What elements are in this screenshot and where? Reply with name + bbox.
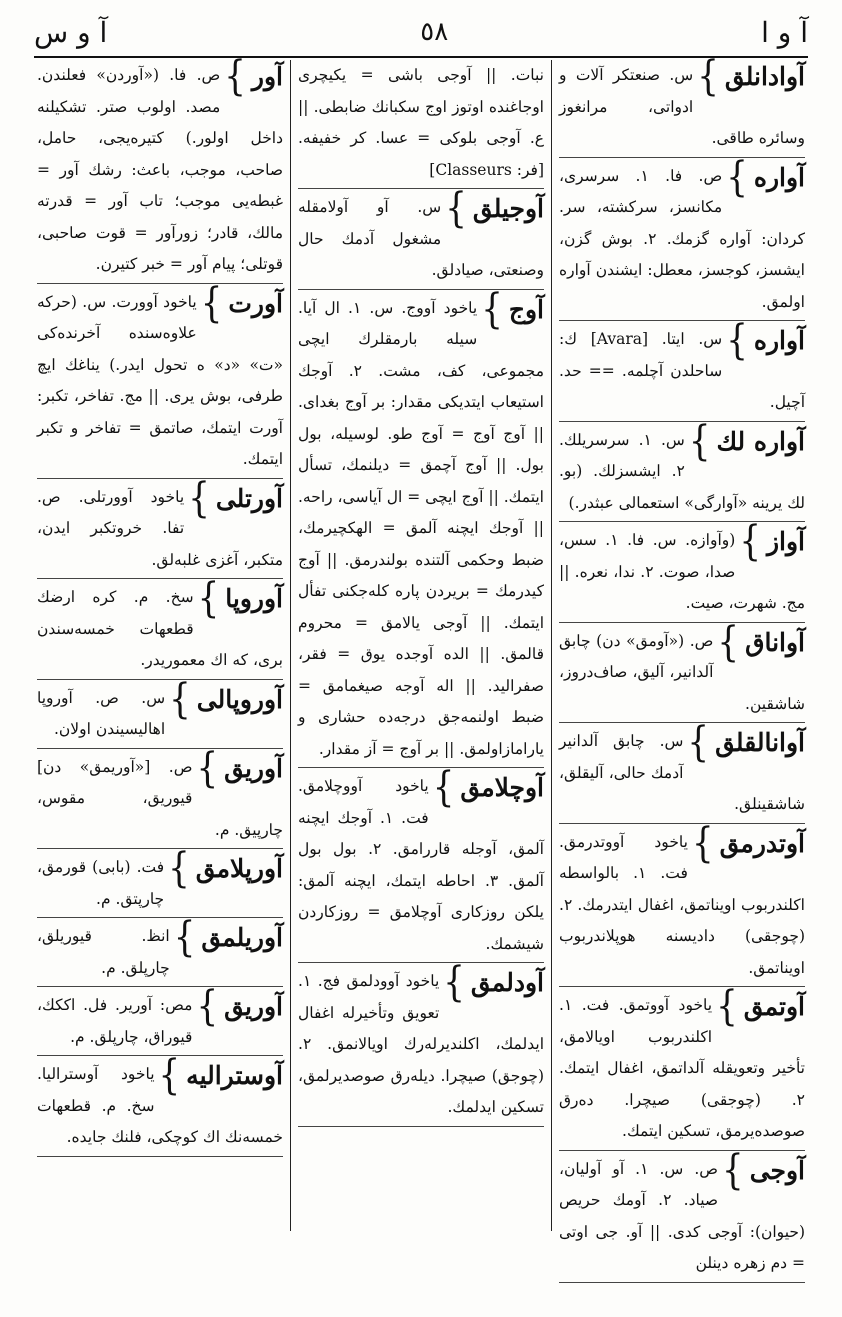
entry-definition: س. ۱. سرسريلك. ۲. ايشسزلك. (بو. لك يرينه «آوارگی» استعمالی عبثدر.): [559, 430, 805, 512]
entry-definition: فت. (بابی) قورمق، چارپتق. م.: [37, 858, 165, 908]
entry-headword: آوانالقلق: [715, 728, 805, 757]
dictionary-entry: [559, 518, 805, 620]
entry-definition: ص. فا. ۱. سرسری، مكانسز، سركشته، سر. كردان: آواره گزمك. ۲. بوش گزن، ايشسز، كوجسز، معطل: ايشندن آواره اولمق.: [559, 166, 805, 311]
entry-headword: آوريق: [224, 753, 283, 783]
page-number: ٥٨: [420, 17, 449, 47]
dictionary-entry: [37, 845, 283, 915]
dictionary-entry: [37, 575, 283, 677]
dictionary-entry: [298, 285, 544, 766]
entry-headword: آوتمق: [743, 992, 805, 1021]
entry-separator: [559, 157, 805, 158]
entry-headword: آوستراليه: [186, 1061, 283, 1090]
dictionary-entry: [559, 719, 805, 821]
dictionary-entry: [298, 959, 544, 1124]
dictionary-entry: [559, 153, 805, 319]
brace-mark: }: [697, 53, 719, 101]
entry-separator: [298, 962, 544, 963]
entry-separator: [559, 622, 805, 623]
entry-definition: س. آو آولامقله مشغول آدمك حال وصنعتی، صيادلق.: [298, 198, 544, 279]
dictionary-entry: [37, 474, 283, 577]
brace-mark: }: [691, 819, 714, 868]
entry-headword: آوج: [508, 294, 544, 324]
entry-separator: [37, 283, 283, 284]
entry-definition: س. چابق آلدانير آدمك حالی، آليقلق، شاشقينلق.: [559, 732, 805, 813]
entry-definition: انظ. قيوريلق، چارپلق. م.: [37, 927, 170, 977]
brace-mark: }: [224, 53, 246, 101]
entry-separator: [37, 917, 283, 918]
entry-separator: [559, 1282, 805, 1283]
entry-definition: س. ايتا. [Avara] ك: ساحلدن آچلمه. == حد. آچيل.: [559, 330, 805, 411]
brace-mark: }: [739, 518, 761, 566]
entry-definition: مص: آورير. فل. اككك، قيوراق، چارپلق. م.: [37, 996, 193, 1046]
dictionary-entry: [37, 744, 283, 847]
entry-definition: س. صنعتكر آلات و ادواتی، مرانغوز وسائره طاقی.: [559, 66, 805, 147]
entry-definition: (وآوازه. س. فا. ۱. سس، صدا، صوت. ۲. ندا، نعره. || مج. شهرت، صيت.: [559, 531, 805, 612]
brace-mark: }: [688, 417, 711, 466]
header-right-word: آ و ا: [761, 15, 808, 49]
dictionary-entry: [559, 819, 805, 985]
entry-definition: ياخود آووج. س. ۱. ال آيا. سيله بارمقلرك ايچی مجموعی، كف، مشت. ۲. آوجك استيعاب ايتديكی مقدار: بر آوج بغدای. || آوج آوج = آوج طو. لوسيله، بول بول. || آوج آچمق = ديلنمك، تسأل ايتمك. || آوج ايچی = ال آياسی، راحه. || آوجك ايچنه آلمق = الهكچيرمك، ضبط وحكمی آلتنده بولندرمق. || آوج كيدرمك = بريردن پاره كله‌جكنی تفأل ايتمك. || آوجی يالامق = محروم قالمق. || الده آوجده يوق = فقر، صفراليد. || اله آوجه صيغمامق = ضبط اولنمه‌جق درجه‌ده حشاری و يارامازاولمق. || بر آوج = آز مقدار.: [298, 298, 544, 758]
entry-separator: [37, 679, 283, 680]
entry-definition: س. ص. آوروپا اهالیسيندن اولان.: [37, 688, 166, 738]
brace-mark: }: [188, 474, 210, 523]
entry-separator: [559, 521, 805, 522]
entry-separator: [559, 421, 805, 422]
entry-definition: ياخود آوورت. س. (حركه علاوه‌سنده آخرنده‌كی «ت» «د» ه تحول ايدر.) يناغك ايچ طرفی، بوش يری. || مج. تفاخر، تكبر: آورت ايتمك، صاتمق = تفاخر و تكبر ايتمك.: [37, 292, 283, 468]
dictionary-columns: [30, 53, 812, 1272]
entry-headword: آواره لك: [716, 426, 805, 456]
brace-mark: }: [445, 185, 467, 233]
entry-separator: [559, 722, 805, 723]
entry-separator: [559, 320, 805, 321]
entry-separator: [37, 748, 283, 749]
entry-separator: [37, 848, 283, 849]
entry-headword: آوادانلق: [724, 62, 805, 91]
dictionary-entry: [37, 675, 283, 746]
entry-definition: ياخود آووچلامق. فت. ۱. آوجك ايچنه آلمق، آوجله قاررامق. ۲. بول بول آلمق. ۳. احاطه ايتمك، ايچنه آلمق: يلكن روزكاری آوچلامق = روزكاردن شيشمك.: [298, 777, 544, 953]
entry-separator: [298, 188, 544, 189]
entry-headword: آوجيلق: [472, 194, 544, 223]
brace-mark: }: [432, 764, 455, 812]
entry-definition: ص. [«آوريمق» دن] قيوريق، مقوس، چارپيق. م.: [37, 757, 283, 839]
brace-mark: }: [200, 279, 223, 328]
dictionary-entry: [37, 1052, 283, 1154]
brace-mark: }: [722, 1146, 744, 1195]
entry-definition: ص. س. ۱. آو آولیان، صياد. ۲. آومك حريص (حيوان): آوجی كدی. || آو. جی اوتی = دم زهره دينلن: [559, 1159, 805, 1272]
brace-mark: }: [717, 618, 740, 667]
dictionary-entry: [298, 185, 544, 287]
page-header: [34, 12, 808, 52]
brace-mark: }: [481, 285, 503, 334]
brace-mark: }: [687, 719, 710, 767]
brace-mark: }: [196, 744, 219, 793]
entry-headword: آوروپالی: [196, 684, 283, 714]
entry-definition: ياخود آووتدرمق. فت. ۱. بالواسطه اكلندربوب اويناتمق، اغفال ايتدرمك. ۲. (چوجقی) داديسنه هوپلاندربوب اويناتمق.: [559, 832, 805, 977]
entry-headword: آواناق: [745, 627, 805, 657]
dictionary-entry: [559, 983, 805, 1148]
brace-mark: }: [726, 317, 748, 365]
dictionary-entry: [559, 1146, 805, 1280]
entry-definition: سخ. م. كره ارضك قطعهات خمسه‌سندن بری، كه اك معموريدر.: [37, 588, 283, 669]
dictionary-entry: [37, 914, 283, 984]
dictionary-entry: [37, 279, 283, 476]
brace-mark: }: [173, 914, 196, 962]
dictionary-entry: [559, 53, 805, 155]
entry-separator: [298, 1126, 544, 1127]
entry-headword: آوريلمق: [201, 923, 283, 952]
dictionary-entry: [559, 417, 805, 520]
entry-headword: آواره: [753, 162, 805, 192]
entry-definition: ص. فا. («آوردن» فعلندن. مصد. اولوب صتر. تشكيلنه داخل اولور.) كتيرەيجی، حامل، صاحب، موجب، باعث: رشك آور = غبطه‌يی موجب؛ تاب آور = قدرته مالك، قادر؛ زورآور = قوت صاحبی، قوتلی؛ پيام آور = خبر كتيرن.: [37, 66, 283, 273]
brace-mark: }: [158, 1052, 181, 1100]
entry-separator: [559, 986, 805, 987]
entry-separator: [559, 1150, 805, 1151]
dictionary-entry: [298, 764, 544, 960]
brace-mark: }: [196, 983, 219, 1031]
dictionary-entry: [559, 317, 805, 419]
dictionary-entry: [37, 983, 283, 1053]
column-middle: [290, 60, 551, 1231]
entry-headword: آوچلامق: [460, 773, 544, 802]
brace-mark: }: [168, 845, 190, 893]
column-left: [30, 53, 290, 1231]
entry-definition: ياخود آوودلمق فج. ۱. تعويق وتأخيرله اغفال ايدلمك، اكلنديرلەرك اويالانمق. ۲. (چوجق) صيچرا. ديلەرق صوصديرلمق، تسكين ايدلمك.: [298, 972, 544, 1116]
header-rule: [34, 56, 808, 58]
entry-headword: آواره: [753, 326, 805, 355]
entry-definition: ص. («آومق» دن) چابق آلدانير، آليق، صاف‌دروز، شاشقين.: [559, 631, 805, 713]
brace-mark: }: [726, 153, 748, 202]
entry-separator: [298, 289, 544, 290]
entry-headword: آودلمق: [470, 968, 544, 997]
entry-separator: [559, 823, 805, 824]
entry-headword: آورتلی: [215, 483, 283, 513]
column-right: [551, 53, 812, 1272]
entry-separator: [298, 767, 544, 768]
brace-mark: }: [169, 675, 191, 724]
entry-definition: ياخود آوورتلی. ص. تفا. خروتكبر ايدن، متكبر، آغزی غلبه‌لق.: [37, 487, 283, 569]
entry-headword: آواز: [766, 527, 805, 556]
entry-definition: نبات. || آوجی باشی = یكيچری اوجاغنده اوتوز اوج سكبانك ضابطی. || ع. آوجی بلوكی = عسا. كر خفيفه. [فر: Classeurs]: [298, 66, 544, 179]
entry-definition: ياخود آووتمق. فت. ۱. اكلندربوب اويالامق، تأخير وتعويقله آلداتمق، اغفال ايتمك. ۲. (چوجقی) صيچرا. دەرق صوصدەيرمق، تسكين ايتمك.: [559, 996, 805, 1140]
dictionary-entry: [298, 60, 544, 186]
entry-separator: [37, 986, 283, 987]
dictionary-entry: [37, 53, 283, 281]
entry-headword: آوروپا: [225, 584, 283, 613]
entry-separator: [37, 1156, 283, 1157]
entry-separator: [37, 578, 283, 579]
brace-mark: }: [197, 575, 220, 623]
entry-headword: آوجی: [749, 1155, 805, 1185]
entry-definition: ياخود آوستراليا. سخ. م. قطعهات خمسه‌نك اك كوچكی، فلنك جايده.: [37, 1065, 283, 1146]
entry-headword: آورت: [228, 288, 283, 318]
dictionary-entry: [559, 618, 805, 721]
entry-headword: آورپلامق: [195, 854, 283, 883]
entry-headword: آور: [251, 62, 283, 91]
brace-mark: }: [443, 959, 465, 1007]
entry-headword: آوريق: [224, 992, 283, 1021]
brace-mark: }: [716, 983, 738, 1031]
entry-separator: [37, 478, 283, 479]
entry-headword: آوتدرمق: [719, 828, 805, 858]
header-left-word: آ و س: [34, 15, 108, 49]
